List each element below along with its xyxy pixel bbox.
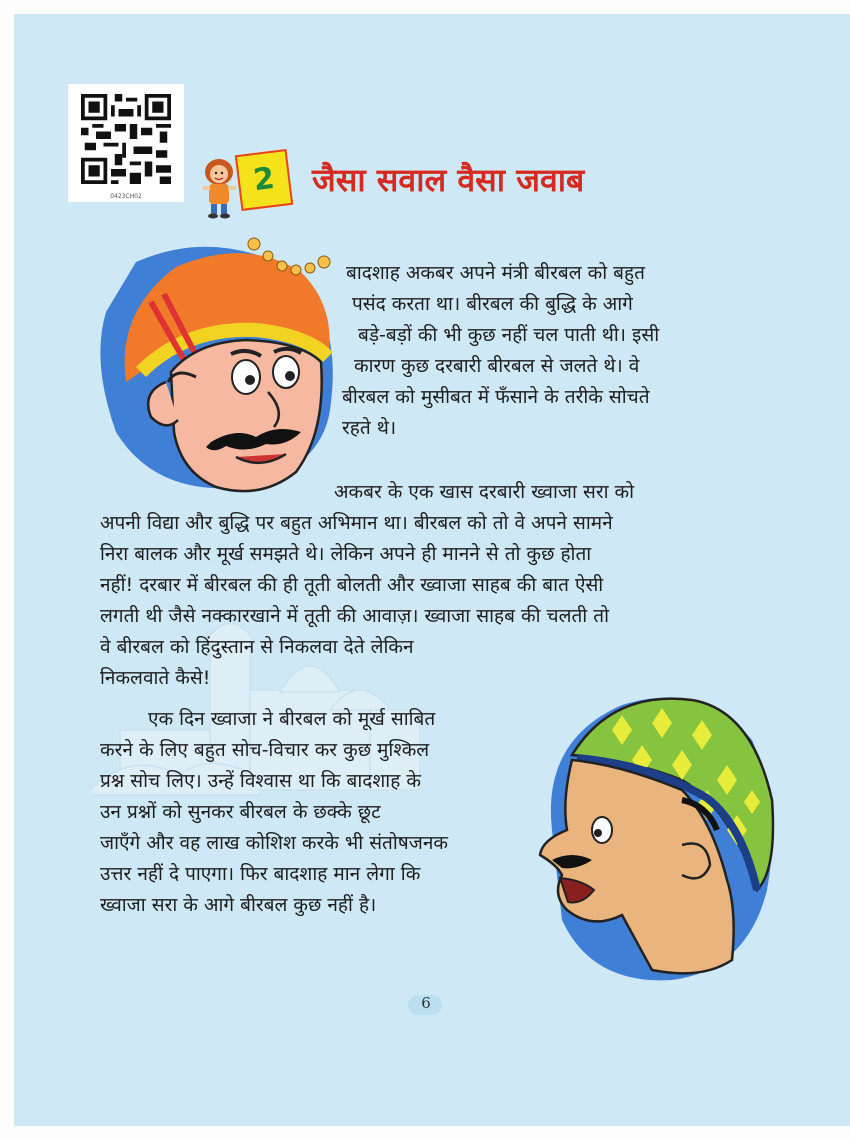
qr-icon <box>78 94 174 184</box>
text-line: अकबर के एक खास दरबारी ख्वाजा सरा को <box>334 481 635 503</box>
chapter-number-badge <box>235 149 293 211</box>
text-line: उन प्रश्नों को सुनकर बीरबल के छक्के छूट <box>100 801 381 823</box>
text-line: रहते थे। <box>342 417 397 439</box>
qr-code-label: 0423CH02 <box>110 193 142 200</box>
text-line: प्रश्न सोच लिए। उन्हें विश्वास था कि बादशाह के <box>100 770 421 792</box>
text-line: निकलवाते कैसे! <box>100 667 211 689</box>
text-line: जाएँगे और वह लाख कोशिश करके भी संतोषजनक <box>100 832 449 854</box>
page-number: 6 <box>421 994 431 1012</box>
text-line: ख्वाजा सरा के आगे बीरबल कुछ नहीं है। <box>100 894 377 916</box>
text-line: वे बीरबल को हिंदुस्तान से निकलवा देते लेकिन <box>100 636 414 658</box>
text-line: नहीं! दरबार में बीरबल की ही तूती बोलती और ख्वाजा साहब की बात ऐसी <box>100 574 604 596</box>
text-line: उत्तर नहीं दे पाएगा। फिर बादशाह मान लेगा कि <box>100 863 421 885</box>
birbal-illustration <box>532 680 782 990</box>
text-line: लगती थी जैसे नक्कारखाने में तूती की आवाज़। ख्वाजा साहब की चलती तो <box>100 605 610 627</box>
text-line: अपनी विद्या और बुद्धि पर बहुत अभिमान था। बीरबल को तो वे अपने सामने <box>100 512 613 534</box>
text-line: पसंद करता था। बीरबल की बुद्धि के आगे <box>352 293 633 315</box>
akbar-illustration <box>96 232 342 502</box>
text-line: बड़े-बड़ों की भी कुछ नहीं चल पाती थी। इसी <box>358 324 660 346</box>
text-line: निरा बालक और मूर्ख समझते थे। लेकिन अपने ही मानने से तो कुछ होता <box>100 543 592 565</box>
text-line: करने के लिए बहुत सोच-विचार कर कुछ मुश्किल <box>100 739 430 761</box>
qr-code[interactable] <box>68 84 184 202</box>
text-line: एक दिन ख्वाजा ने बीरबल को मूर्ख साबित <box>148 708 436 730</box>
chapter-number: 2 <box>251 160 277 199</box>
text-line: कारण कुछ दरबारी बीरबल से जलते थे। वे <box>354 355 640 377</box>
text-line: बीरबल को मुसीबत में फँसाने के तरीके सोचते <box>342 386 650 408</box>
text-line: बादशाह अकबर अपने मंत्री बीरबल को बहुत <box>346 262 645 284</box>
chapter-title: जैसा सवाल वैसा जवाब <box>312 161 585 199</box>
